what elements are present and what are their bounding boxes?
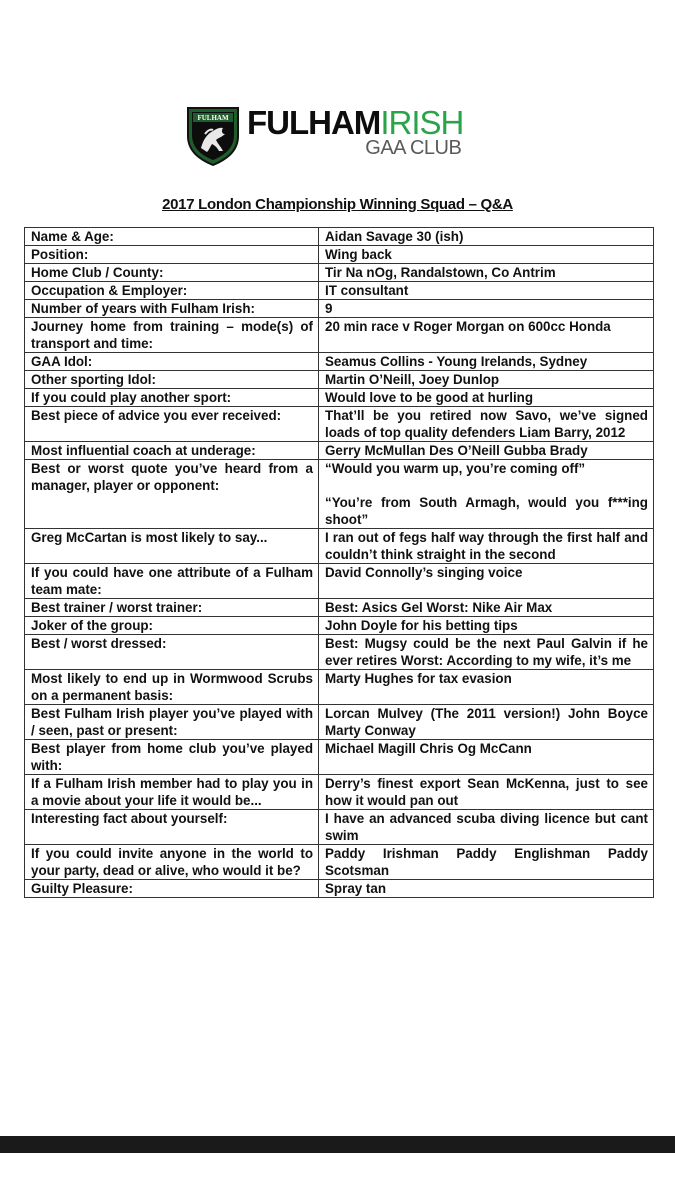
question-cell: Number of years with Fulham Irish: bbox=[25, 300, 319, 318]
table-row bbox=[25, 353, 654, 371]
answer-cell: 20 min race v Roger Morgan on 600cc Honda bbox=[319, 318, 654, 353]
answer-cell: That’ll be you retired now Savo, we’ve signed loads of top quality defenders Liam Barry, 2012 bbox=[319, 407, 654, 442]
table-row bbox=[25, 246, 654, 264]
table-row bbox=[25, 300, 654, 318]
answer-cell: Paddy Irishman Paddy Englishman Paddy Scotsman bbox=[319, 845, 654, 880]
table-row bbox=[25, 740, 654, 775]
question-cell: Best piece of advice you ever received: bbox=[25, 407, 319, 442]
question-cell: Most influential coach at underage: bbox=[25, 442, 319, 460]
answer-cell: Wing back bbox=[319, 246, 654, 264]
qa-table bbox=[24, 227, 654, 898]
answer-cell: Martin O’Neill, Joey Dunlop bbox=[319, 371, 654, 389]
table-row bbox=[25, 282, 654, 300]
answer-cell: Gerry McMullan Des O’Neill Gubba Brady bbox=[319, 442, 654, 460]
question-cell: Home Club / County: bbox=[25, 264, 319, 282]
question-cell: Best trainer / worst trainer: bbox=[25, 599, 319, 617]
question-cell: Joker of the group: bbox=[25, 617, 319, 635]
table-row bbox=[25, 564, 654, 599]
table-row bbox=[25, 670, 654, 705]
table-row bbox=[25, 810, 654, 845]
answer-cell: Best: Mugsy could be the next Paul Galvin if he ever retires Worst: According to my wife, it’s me bbox=[319, 635, 654, 670]
answer-line: “Would you warm up, you’re coming off” bbox=[325, 461, 586, 476]
answer-cell: I ran out of fegs half way through the first half and couldn’t think straight in the second bbox=[319, 529, 654, 564]
answer-cell: Aidan Savage 30 (ish) bbox=[319, 228, 654, 246]
answer-cell: Spray tan bbox=[319, 880, 654, 898]
question-cell: Position: bbox=[25, 246, 319, 264]
answer-cell: I have an advanced scuba diving licence but cant swim bbox=[319, 810, 654, 845]
table-row bbox=[25, 407, 654, 442]
answer-line: “You’re from South Armagh, would you f***ing shoot” bbox=[325, 495, 648, 527]
question-cell: If you could invite anyone in the world to your party, dead or alive, who would it be? bbox=[25, 845, 319, 880]
answer-cell: IT consultant bbox=[319, 282, 654, 300]
question-cell: Name & Age: bbox=[25, 228, 319, 246]
table-row bbox=[25, 599, 654, 617]
question-cell: Best player from home club you’ve played with: bbox=[25, 740, 319, 775]
question-cell: Best or worst quote you’ve heard from a manager, player or opponent: bbox=[25, 460, 319, 529]
answer-cell: Derry’s finest export Sean McKenna, just to see how it would pan out bbox=[319, 775, 654, 810]
answer-cell: Lorcan Mulvey (The 2011 version!) John Boyce Marty Conway bbox=[319, 705, 654, 740]
answer-cell: David Connolly’s singing voice bbox=[319, 564, 654, 599]
question-cell: Greg McCartan is most likely to say... bbox=[25, 529, 319, 564]
table-row bbox=[25, 389, 654, 407]
answer-cell: Michael Magill Chris Og McCann bbox=[319, 740, 654, 775]
club-crest-icon bbox=[185, 104, 241, 166]
question-cell: Occupation & Employer: bbox=[25, 282, 319, 300]
answer-cell: Tir Na nOg, Randalstown, Co Antrim bbox=[319, 264, 654, 282]
brand-irish: IRISH bbox=[380, 104, 464, 141]
answer-cell: Marty Hughes for tax evasion bbox=[319, 670, 654, 705]
question-cell: GAA Idol: bbox=[25, 353, 319, 371]
table-row bbox=[25, 617, 654, 635]
document-title: 2017 London Championship Winning Squad – Q&A bbox=[162, 196, 513, 213]
table-row bbox=[25, 529, 654, 564]
table-row bbox=[25, 635, 654, 670]
answer-cell: Best: Asics Gel Worst: Nike Air Max bbox=[319, 599, 654, 617]
answer-cell: 9 bbox=[319, 300, 654, 318]
table-row bbox=[25, 845, 654, 880]
question-cell: Best / worst dressed: bbox=[25, 635, 319, 670]
table-row bbox=[25, 880, 654, 898]
question-cell: Journey home from training – mode(s) of transport and time: bbox=[25, 318, 319, 353]
answer-cell: Would love to be good at hurling bbox=[319, 389, 654, 407]
table-row bbox=[25, 371, 654, 389]
table-row bbox=[25, 705, 654, 740]
brand-fulham: FULHAM bbox=[247, 104, 381, 141]
question-cell: Best Fulham Irish player you’ve played with / seen, past or present: bbox=[25, 705, 319, 740]
crest-text: FULHAM bbox=[197, 114, 229, 122]
answer-cell: John Doyle for his betting tips bbox=[319, 617, 654, 635]
brand-subtitle: GAA CLUB bbox=[365, 137, 462, 159]
table-row bbox=[25, 318, 654, 353]
question-cell: Other sporting Idol: bbox=[25, 371, 319, 389]
question-cell: Interesting fact about yourself: bbox=[25, 810, 319, 845]
table-row bbox=[25, 228, 654, 246]
question-cell: If a Fulham Irish member had to play you in a movie about your life it would be... bbox=[25, 775, 319, 810]
question-cell: If you could have one attribute of a Fulham team mate: bbox=[25, 564, 319, 599]
question-cell: Most likely to end up in Wormwood Scrubs on a permanent basis: bbox=[25, 670, 319, 705]
answer-cell: Seamus Collins - Young Irelands, Sydney bbox=[319, 353, 654, 371]
bottom-bar bbox=[0, 1136, 675, 1153]
table-row bbox=[25, 460, 654, 529]
club-logo bbox=[185, 104, 463, 172]
question-cell: If you could play another sport: bbox=[25, 389, 319, 407]
table-row bbox=[25, 264, 654, 282]
question-cell: Guilty Pleasure: bbox=[25, 880, 319, 898]
table-row bbox=[25, 775, 654, 810]
answer-cell bbox=[319, 460, 654, 529]
table-row bbox=[25, 442, 654, 460]
